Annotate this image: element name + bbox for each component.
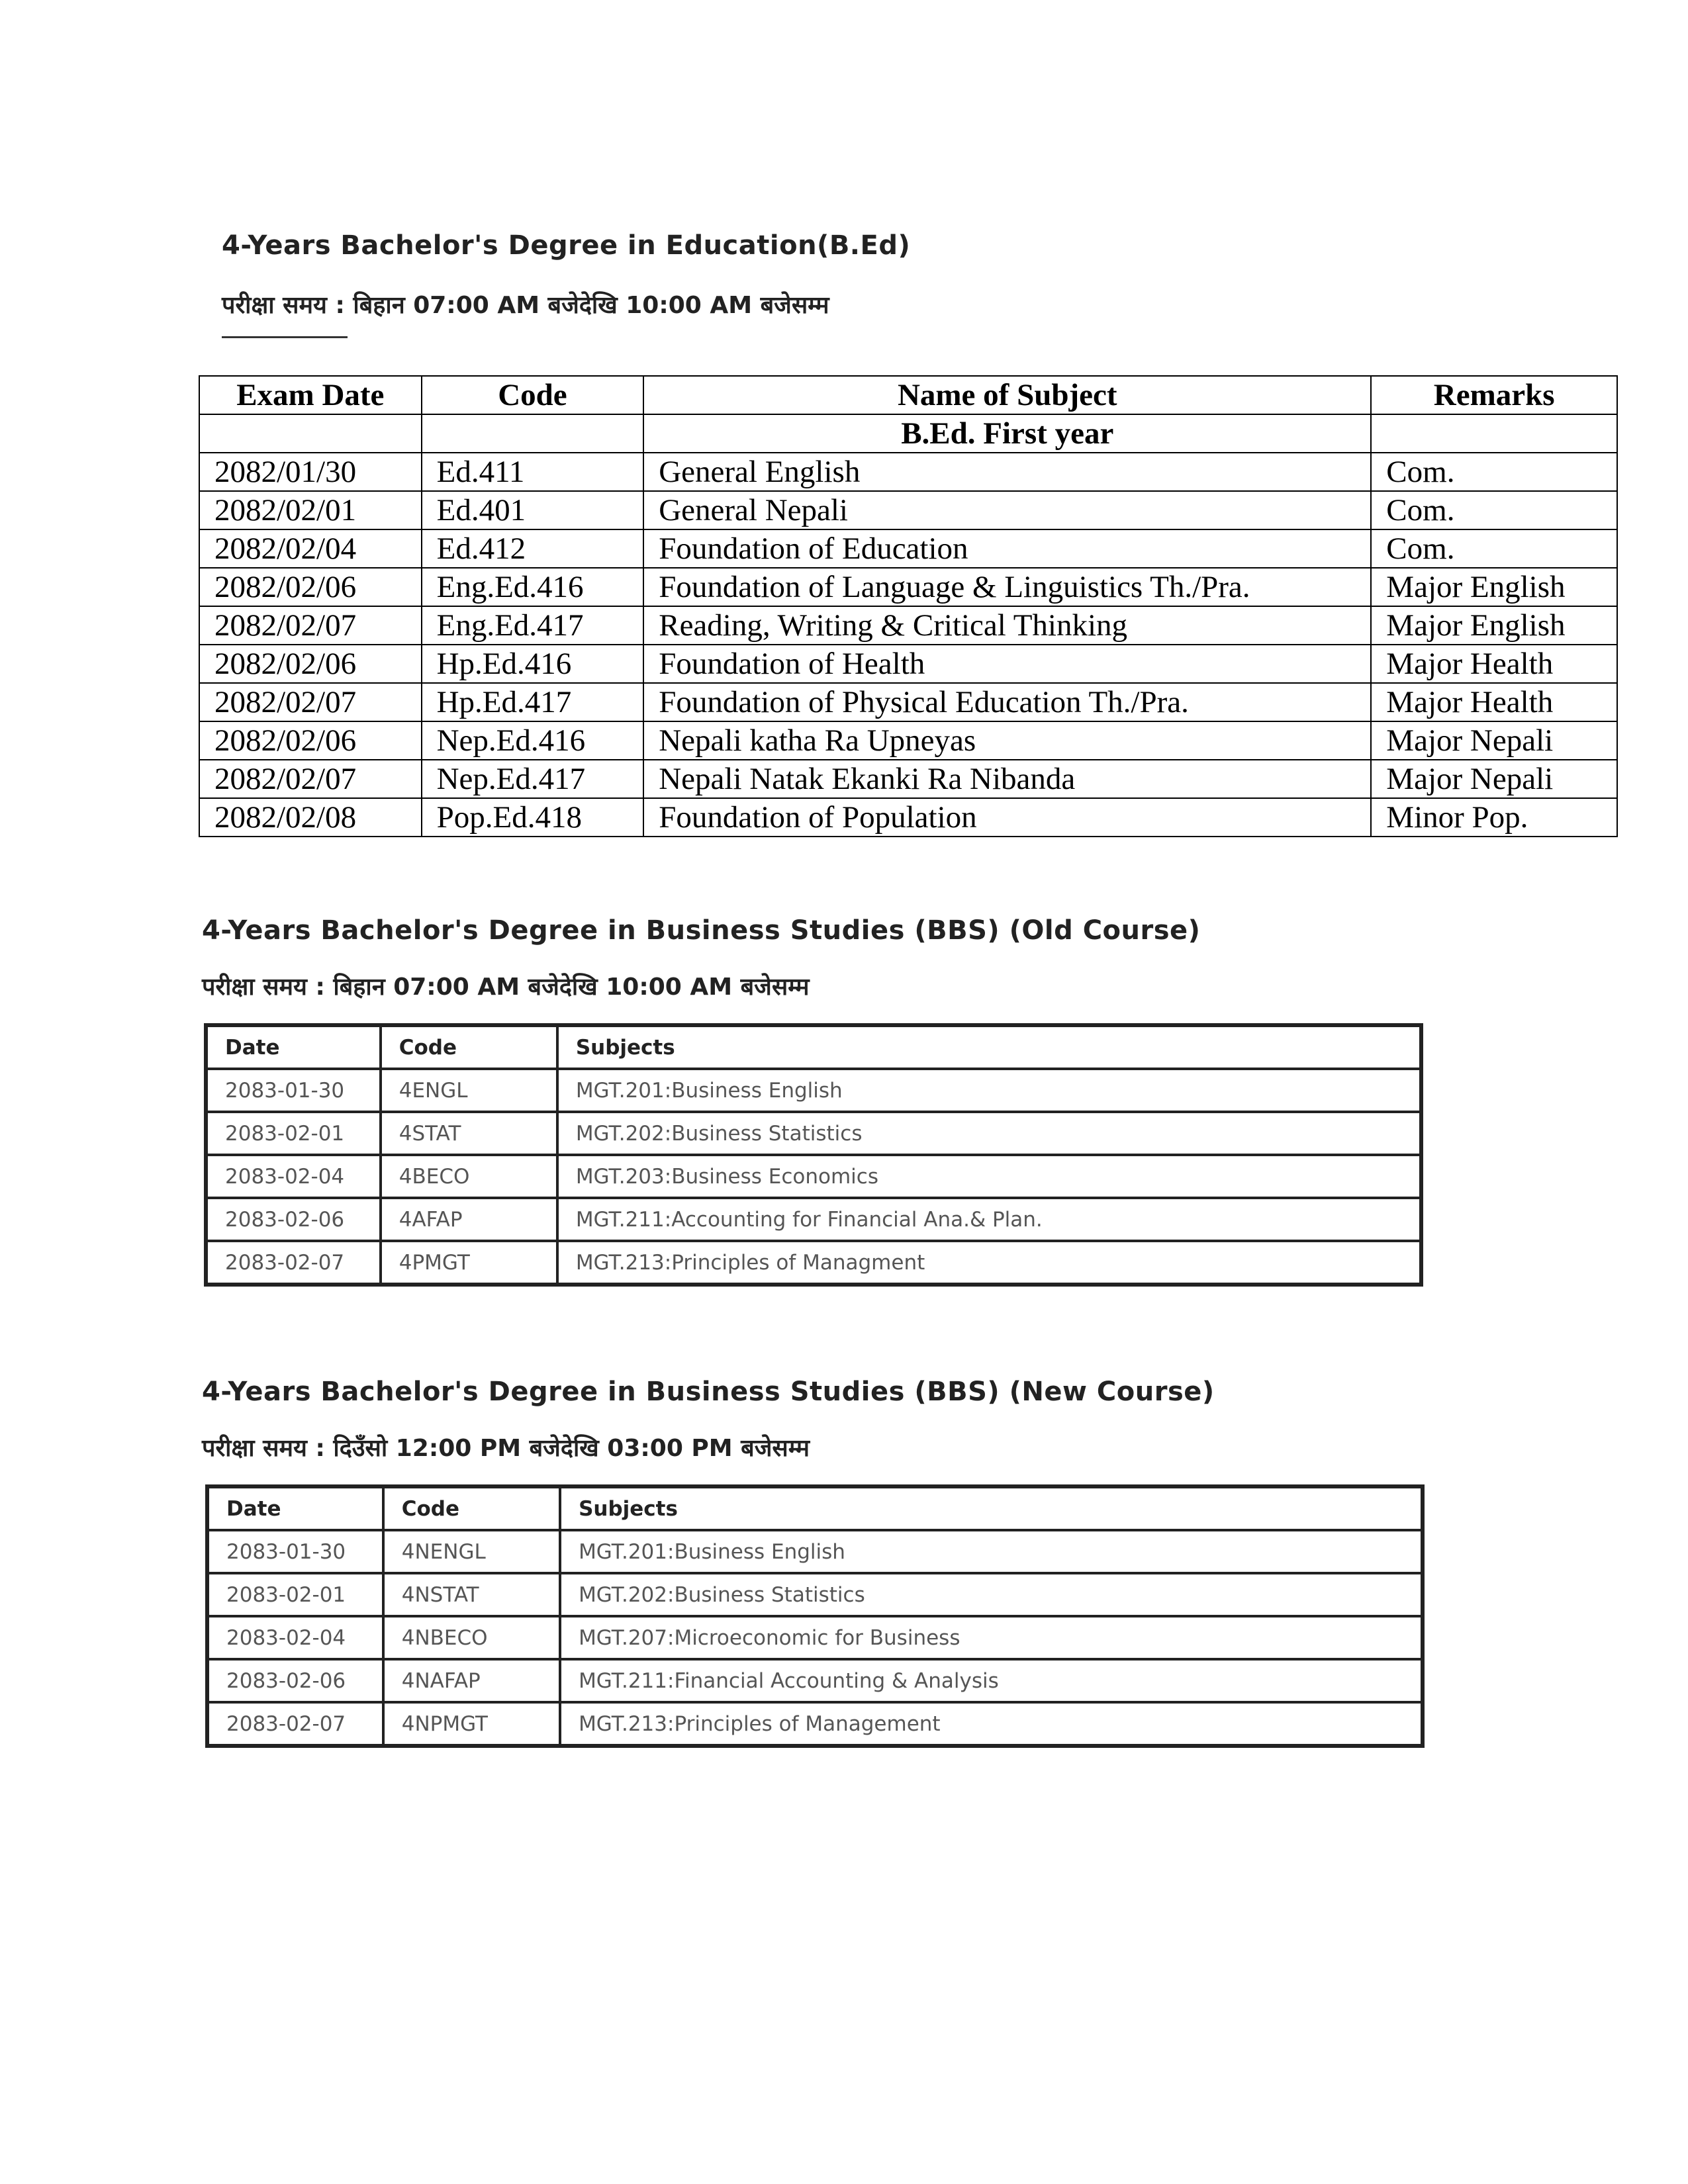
bbs-new-heading: 4-Years Bachelor's Degree in Business Studies (BBS) (New Course) bbox=[202, 1377, 1215, 1407]
cell-date: 2083-02-04 bbox=[207, 1616, 383, 1659]
cell-code: 4STAT bbox=[381, 1112, 557, 1155]
table-header-row bbox=[207, 1486, 1423, 1530]
cell-remarks: Major Nepali bbox=[1371, 760, 1617, 798]
bed-heading: 4-Years Bachelor's Degree in Education(B.Ed) bbox=[222, 230, 911, 261]
cell-date: 2082/02/06 bbox=[199, 645, 422, 683]
cell-subject: MGT.207:Microeconomic for Business bbox=[560, 1616, 1423, 1659]
cell-remarks: Major English bbox=[1371, 606, 1617, 645]
cell-code: 4NPMGT bbox=[383, 1702, 560, 1746]
table-header-row bbox=[199, 376, 1617, 414]
table-row bbox=[199, 453, 1617, 491]
cell-date: 2082/02/06 bbox=[199, 721, 422, 760]
table-row bbox=[199, 568, 1617, 606]
bed-schedule-table bbox=[199, 375, 1618, 837]
table-row bbox=[199, 798, 1617, 837]
cell-subject: Foundation of Population bbox=[643, 798, 1371, 837]
cell-remarks: Major Nepali bbox=[1371, 721, 1617, 760]
cell-date: 2083-02-07 bbox=[207, 1702, 383, 1746]
cell-code: 4BECO bbox=[381, 1155, 557, 1198]
table-row bbox=[199, 645, 1617, 683]
cell-date: 2083-02-06 bbox=[207, 1659, 383, 1702]
cell-subject: Foundation of Physical Education Th./Pra. bbox=[643, 683, 1371, 721]
bbs-old-heading: 4-Years Bachelor's Degree in Business Studies (BBS) (Old Course) bbox=[202, 915, 1201, 946]
cell-code: 4NSTAT bbox=[383, 1573, 560, 1616]
bbs-new-exam-time: परीक्षा समय : दिउँसो 12:00 PM बजेदेखि 03:00 PM बजेसम्म bbox=[202, 1435, 810, 1462]
bbs-old-schedule-table bbox=[204, 1023, 1423, 1287]
cell-remarks: Com. bbox=[1371, 529, 1617, 568]
bbs-old-exam-time: परीक्षा समय : बिहान 07:00 AM बजेदेखि 10:00 AM बजेसम्म bbox=[202, 974, 810, 1001]
header-code: Code bbox=[422, 376, 644, 414]
table-row bbox=[199, 760, 1617, 798]
cell-code: Ed.401 bbox=[422, 491, 644, 529]
header-remarks: Remarks bbox=[1371, 376, 1617, 414]
cell-remarks: Com. bbox=[1371, 453, 1617, 491]
cell-date: 2083-02-01 bbox=[207, 1573, 383, 1616]
cell-code: 4ENGL bbox=[381, 1069, 557, 1112]
table-row bbox=[206, 1198, 1421, 1241]
cell-subject: MGT.202:Business Statistics bbox=[560, 1573, 1423, 1616]
cell-subject: Foundation of Education bbox=[643, 529, 1371, 568]
cell-remarks: Minor Pop. bbox=[1371, 798, 1617, 837]
cell-date: 2082/02/07 bbox=[199, 606, 422, 645]
table-row bbox=[206, 1155, 1421, 1198]
cell-date: 2083-02-06 bbox=[206, 1198, 381, 1241]
table-row bbox=[207, 1530, 1423, 1573]
table-row bbox=[199, 491, 1617, 529]
cell-date: 2083-02-01 bbox=[206, 1112, 381, 1155]
table-row bbox=[206, 1241, 1421, 1285]
table-row bbox=[207, 1573, 1423, 1616]
table-row bbox=[207, 1616, 1423, 1659]
cell-code: Hp.Ed.417 bbox=[422, 683, 644, 721]
cell-code: Pop.Ed.418 bbox=[422, 798, 644, 837]
header-subjects: Subjects bbox=[557, 1025, 1421, 1069]
cell-code: 4AFAP bbox=[381, 1198, 557, 1241]
cell-remarks: Com. bbox=[1371, 491, 1617, 529]
group-label: B.Ed. First year bbox=[643, 414, 1371, 453]
cell-subject: General English bbox=[643, 453, 1371, 491]
cell-subject: MGT.211:Accounting for Financial Ana.& Plan. bbox=[557, 1198, 1421, 1241]
cell-remarks: Major Health bbox=[1371, 683, 1617, 721]
cell-subject: MGT.203:Business Economics bbox=[557, 1155, 1421, 1198]
cell-code: Eng.Ed.416 bbox=[422, 568, 644, 606]
table-row bbox=[207, 1659, 1423, 1702]
header-exam-date: Exam Date bbox=[199, 376, 422, 414]
bed-exam-time: परीक्षा समय : बिहान 07:00 AM बजेदेखि 10:00 AM बजेसम्म bbox=[222, 292, 829, 319]
cell-subject: Nepali Natak Ekanki Ra Nibanda bbox=[643, 760, 1371, 798]
cell-subject: MGT.213:Principles of Managment bbox=[557, 1241, 1421, 1285]
cell-subject: MGT.201:Business English bbox=[560, 1530, 1423, 1573]
cell-date: 2083-02-04 bbox=[206, 1155, 381, 1198]
cell-date: 2083-01-30 bbox=[206, 1069, 381, 1112]
cell-subject: MGT.211:Financial Accounting & Analysis bbox=[560, 1659, 1423, 1702]
table-row bbox=[199, 683, 1617, 721]
table-row bbox=[199, 529, 1617, 568]
header-code: Code bbox=[381, 1025, 557, 1069]
cell-subject: General Nepali bbox=[643, 491, 1371, 529]
bbs-new-schedule-table bbox=[205, 1484, 1425, 1748]
cell-subject: MGT.201:Business English bbox=[557, 1069, 1421, 1112]
cell-date: 2082/02/07 bbox=[199, 760, 422, 798]
cell-date: 2082/02/07 bbox=[199, 683, 422, 721]
cell-subject: Foundation of Language & Linguistics Th./Pra. bbox=[643, 568, 1371, 606]
cell-code: Eng.Ed.417 bbox=[422, 606, 644, 645]
header-subjects: Subjects bbox=[560, 1486, 1423, 1530]
cell-date: 2082/02/04 bbox=[199, 529, 422, 568]
cell-subject: Nepali katha Ra Upneyas bbox=[643, 721, 1371, 760]
cell-remarks: Major English bbox=[1371, 568, 1617, 606]
cell-date: 2082/02/01 bbox=[199, 491, 422, 529]
bed-underline bbox=[222, 336, 348, 338]
header-date: Date bbox=[207, 1486, 383, 1530]
cell-code: Hp.Ed.416 bbox=[422, 645, 644, 683]
cell-date: 2083-02-07 bbox=[206, 1241, 381, 1285]
cell-date: 2082/01/30 bbox=[199, 453, 422, 491]
table-row bbox=[207, 1702, 1423, 1746]
cell-subject: MGT.213:Principles of Management bbox=[560, 1702, 1423, 1746]
cell-code: 4NBECO bbox=[383, 1616, 560, 1659]
cell-code: Ed.412 bbox=[422, 529, 644, 568]
group-row bbox=[199, 414, 1617, 453]
cell-code: 4PMGT bbox=[381, 1241, 557, 1285]
table-header-row bbox=[206, 1025, 1421, 1069]
cell-code: Nep.Ed.417 bbox=[422, 760, 644, 798]
table-row bbox=[199, 721, 1617, 760]
cell-code: 4NAFAP bbox=[383, 1659, 560, 1702]
table-row bbox=[199, 606, 1617, 645]
cell-remarks: Major Health bbox=[1371, 645, 1617, 683]
table-row bbox=[206, 1069, 1421, 1112]
cell-code: 4NENGL bbox=[383, 1530, 560, 1573]
table-row bbox=[206, 1112, 1421, 1155]
header-code: Code bbox=[383, 1486, 560, 1530]
cell-date: 2083-01-30 bbox=[207, 1530, 383, 1573]
cell-subject: MGT.202:Business Statistics bbox=[557, 1112, 1421, 1155]
cell-subject: Foundation of Health bbox=[643, 645, 1371, 683]
cell-date: 2082/02/08 bbox=[199, 798, 422, 837]
cell-date: 2082/02/06 bbox=[199, 568, 422, 606]
cell-code: Ed.411 bbox=[422, 453, 644, 491]
cell-code: Nep.Ed.416 bbox=[422, 721, 644, 760]
cell-subject: Reading, Writing & Critical Thinking bbox=[643, 606, 1371, 645]
header-subject: Name of Subject bbox=[643, 376, 1371, 414]
header-date: Date bbox=[206, 1025, 381, 1069]
